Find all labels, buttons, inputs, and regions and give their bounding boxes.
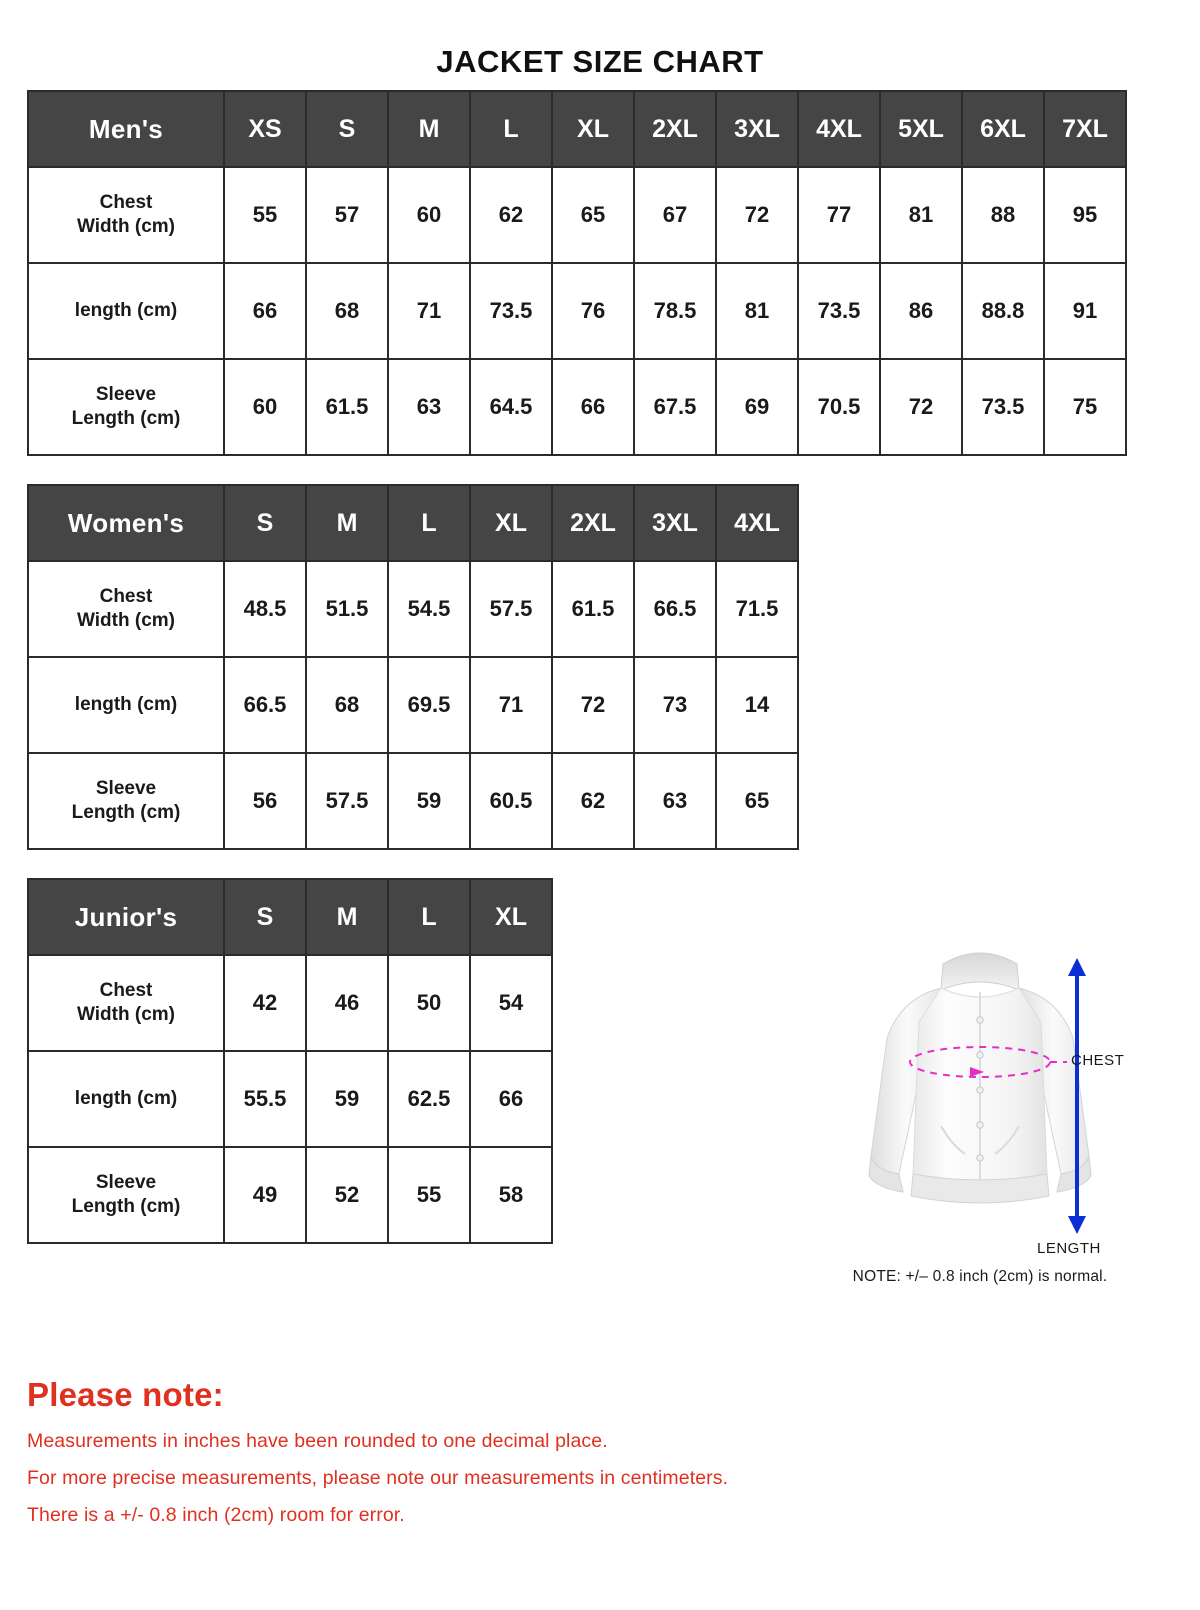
cell-value: 49 bbox=[224, 1147, 306, 1243]
table-row bbox=[28, 167, 1126, 263]
cell-value: 66 bbox=[470, 1051, 552, 1147]
row-label-line2: Length (cm) bbox=[71, 802, 181, 823]
size-header: XS bbox=[224, 91, 306, 167]
please-note-line: For more precise measurements, please note our measurements in centimeters. bbox=[27, 1467, 729, 1489]
cell-value: 91 bbox=[1044, 263, 1126, 359]
row-label-length bbox=[28, 657, 224, 753]
row-label-chest-width bbox=[28, 955, 224, 1051]
size-header: L bbox=[388, 879, 470, 955]
cell-value: 55 bbox=[224, 167, 306, 263]
length-label: LENGTH bbox=[1037, 1240, 1101, 1257]
cell-value: 71 bbox=[388, 263, 470, 359]
table-header-row bbox=[28, 485, 798, 561]
cell-value: 65 bbox=[552, 167, 634, 263]
page-title: JACKET SIZE CHART bbox=[436, 44, 764, 79]
row-label-line1: Sleeve bbox=[95, 1172, 157, 1194]
size-header: M bbox=[306, 485, 388, 561]
cell-value: 95 bbox=[1044, 167, 1126, 263]
cell-value: 60 bbox=[224, 359, 306, 455]
row-label-line1: Sleeve bbox=[95, 384, 157, 406]
cell-value: 55.5 bbox=[224, 1051, 306, 1147]
table-row bbox=[28, 955, 552, 1051]
cell-value: 73 bbox=[634, 657, 716, 753]
please-note-line: There is a +/- 0.8 inch (2cm) room for error. bbox=[27, 1504, 405, 1526]
cell-value: 55 bbox=[388, 1147, 470, 1243]
cell-value: 72 bbox=[716, 167, 798, 263]
cell-value: 69 bbox=[716, 359, 798, 455]
cell-value: 88 bbox=[962, 167, 1044, 263]
row-label-chest-width bbox=[28, 167, 224, 263]
cell-value: 71 bbox=[470, 657, 552, 753]
row-label-line2: Width (cm) bbox=[77, 1004, 175, 1025]
row-label-line2: Length (cm) bbox=[71, 408, 181, 429]
cell-value: 70.5 bbox=[798, 359, 880, 455]
cell-value: 66.5 bbox=[224, 657, 306, 753]
size-header: 2XL bbox=[552, 485, 634, 561]
cell-value: 48.5 bbox=[224, 561, 306, 657]
category-label-juniors: Junior's bbox=[28, 879, 224, 955]
cell-value: 73.5 bbox=[470, 263, 552, 359]
cell-value: 72 bbox=[552, 657, 634, 753]
cell-value: 57 bbox=[306, 167, 388, 263]
size-header: 3XL bbox=[716, 91, 798, 167]
table-row bbox=[28, 561, 798, 657]
cell-value: 46 bbox=[306, 955, 388, 1051]
cell-value: 58 bbox=[470, 1147, 552, 1243]
cell-value: 61.5 bbox=[306, 359, 388, 455]
size-header: 4XL bbox=[716, 485, 798, 561]
size-header: 6XL bbox=[962, 91, 1044, 167]
cell-value: 68 bbox=[306, 657, 388, 753]
womens-size-table bbox=[27, 484, 799, 850]
cell-value: 86 bbox=[880, 263, 962, 359]
measurement-note: NOTE: +/– 0.8 inch (2cm) is normal. bbox=[852, 1268, 1108, 1285]
cell-value: 67.5 bbox=[634, 359, 716, 455]
cell-value: 62 bbox=[470, 167, 552, 263]
row-label-sleeve-length bbox=[28, 1147, 224, 1243]
row-label-length bbox=[28, 263, 224, 359]
cell-value: 78.5 bbox=[634, 263, 716, 359]
cell-value: 77 bbox=[798, 167, 880, 263]
please-note-heading: Please note: bbox=[27, 1376, 224, 1413]
size-header: 3XL bbox=[634, 485, 716, 561]
cell-value: 62 bbox=[552, 753, 634, 849]
row-label-line2: Width (cm) bbox=[77, 610, 175, 631]
jacket-diagram bbox=[815, 930, 1145, 1260]
row-label-line1: Chest bbox=[99, 980, 153, 1002]
cell-value: 88.8 bbox=[962, 263, 1044, 359]
table-row bbox=[28, 263, 1126, 359]
cell-value: 51.5 bbox=[306, 561, 388, 657]
cell-value: 67 bbox=[634, 167, 716, 263]
cell-value: 63 bbox=[634, 753, 716, 849]
cell-value: 42 bbox=[224, 955, 306, 1051]
row-label-line1: Chest bbox=[99, 586, 153, 608]
cell-value: 60.5 bbox=[470, 753, 552, 849]
cell-value: 57.5 bbox=[306, 753, 388, 849]
cell-value: 14 bbox=[716, 657, 798, 753]
size-header: XL bbox=[470, 879, 552, 955]
cell-value: 60 bbox=[388, 167, 470, 263]
cell-value: 81 bbox=[716, 263, 798, 359]
table-row bbox=[28, 657, 798, 753]
table-header-row bbox=[28, 879, 552, 955]
row-label-length bbox=[28, 1051, 224, 1147]
cell-value: 61.5 bbox=[552, 561, 634, 657]
cell-value: 66 bbox=[224, 263, 306, 359]
size-header: XL bbox=[552, 91, 634, 167]
size-header: 7XL bbox=[1044, 91, 1126, 167]
cell-value: 64.5 bbox=[470, 359, 552, 455]
cell-value: 73.5 bbox=[798, 263, 880, 359]
row-label-line1: length (cm) bbox=[74, 1088, 178, 1110]
cell-value: 50 bbox=[388, 955, 470, 1051]
row-label-chest-width bbox=[28, 561, 224, 657]
row-label-line1: Chest bbox=[99, 192, 153, 214]
category-label-womens: Women's bbox=[28, 485, 224, 561]
cell-value: 56 bbox=[224, 753, 306, 849]
row-label-line1: length (cm) bbox=[74, 300, 178, 322]
table-row bbox=[28, 1051, 552, 1147]
cell-value: 68 bbox=[306, 263, 388, 359]
cell-value: 75 bbox=[1044, 359, 1126, 455]
cell-value: 72 bbox=[880, 359, 962, 455]
size-header: M bbox=[306, 879, 388, 955]
cell-value: 54.5 bbox=[388, 561, 470, 657]
size-header: 5XL bbox=[880, 91, 962, 167]
cell-value: 73.5 bbox=[962, 359, 1044, 455]
row-label-line2: Width (cm) bbox=[77, 216, 175, 237]
row-label-line1: Sleeve bbox=[95, 778, 157, 800]
size-header: S bbox=[306, 91, 388, 167]
cell-value: 63 bbox=[388, 359, 470, 455]
mens-size-table bbox=[27, 90, 1127, 456]
size-header: XL bbox=[470, 485, 552, 561]
size-header: S bbox=[224, 879, 306, 955]
size-header: 2XL bbox=[634, 91, 716, 167]
cell-value: 57.5 bbox=[470, 561, 552, 657]
cell-value: 66 bbox=[552, 359, 634, 455]
cell-value: 65 bbox=[716, 753, 798, 849]
juniors-size-table bbox=[27, 878, 553, 1244]
size-header: S bbox=[224, 485, 306, 561]
cell-value: 76 bbox=[552, 263, 634, 359]
cell-value: 52 bbox=[306, 1147, 388, 1243]
table-row bbox=[28, 1147, 552, 1243]
chest-label: CHEST bbox=[1071, 1052, 1125, 1069]
cell-value: 62.5 bbox=[388, 1051, 470, 1147]
size-header: 4XL bbox=[798, 91, 880, 167]
please-note-line: Measurements in inches have been rounded to one decimal place. bbox=[27, 1430, 608, 1452]
row-label-sleeve-length bbox=[28, 359, 224, 455]
cell-value: 66.5 bbox=[634, 561, 716, 657]
jacket-illustration-icon bbox=[815, 930, 1145, 1260]
category-label-mens: Men's bbox=[28, 91, 224, 167]
table-row bbox=[28, 359, 1126, 455]
please-note-section bbox=[27, 1376, 1167, 1541]
measurement-illustration bbox=[800, 930, 1160, 1286]
row-label-line2: Length (cm) bbox=[71, 1196, 181, 1217]
cell-value: 69.5 bbox=[388, 657, 470, 753]
cell-value: 54 bbox=[470, 955, 552, 1051]
row-label-line1: length (cm) bbox=[74, 694, 178, 716]
cell-value: 59 bbox=[388, 753, 470, 849]
size-header: L bbox=[388, 485, 470, 561]
size-header: L bbox=[470, 91, 552, 167]
size-header: M bbox=[388, 91, 470, 167]
cell-value: 81 bbox=[880, 167, 962, 263]
table-header-row bbox=[28, 91, 1126, 167]
row-label-sleeve-length bbox=[28, 753, 224, 849]
cell-value: 59 bbox=[306, 1051, 388, 1147]
cell-value: 71.5 bbox=[716, 561, 798, 657]
table-row bbox=[28, 753, 798, 849]
